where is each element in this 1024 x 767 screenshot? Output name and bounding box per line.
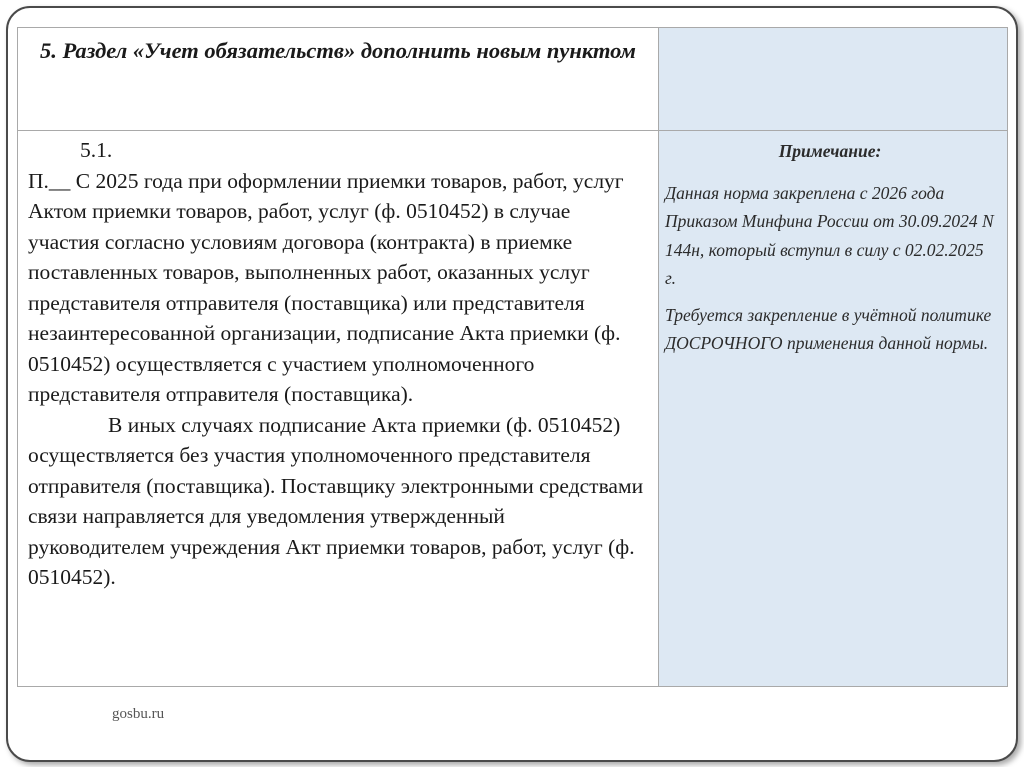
note-title: Примечание: bbox=[778, 141, 882, 161]
footer-source: gosbu.ru bbox=[112, 706, 165, 722]
document-table bbox=[17, 27, 1008, 687]
clause-text-cell bbox=[18, 131, 659, 687]
clause-paragraph-2: В иных случаях подписание Акта приемки (ф. 0510452) осуществляется без участия уполномоченного представителя отправителя (поставщика). Поставщику электронными средствами связи направляется для уведомления утвержденный руководителем учреждения Акт приемки товаров, работ, услуг (ф. 0510452). bbox=[28, 412, 644, 589]
table-header-row bbox=[18, 28, 1008, 131]
clause-text bbox=[28, 135, 646, 593]
table-body-row bbox=[18, 131, 1008, 687]
header-note-cell bbox=[659, 28, 1008, 131]
section-heading: 5. Раздел «Учет обязательств» дополнить новым пунктом bbox=[40, 38, 636, 63]
note-paragraph-1: Данная норма закреплена с 2026 года Приказом Минфина России от 30.09.2024 N 144н, который вступил в силу с 02.02.2025 г. bbox=[665, 182, 994, 288]
clause-paragraph-1: П.__ С 2025 года при оформлении приемки товаров, работ, услуг Актом приемки товаров, работ, услуг (ф. 0510452) в случае участия согласно условиям договора (контракта) в приемке поставленных товаров, выполненных работ, оказанных услуг представителя отправителя (поставщика) или представителя незаинтересованной организации, подписание Акта приемки (ф. 0510452) осуществляется с участием уполномоченного представителя отправителя (поставщика). bbox=[28, 168, 624, 406]
note-paragraph-2: Требуется закрепление в учётной политике ДОСРОЧНОГО применения данной нормы. bbox=[665, 304, 992, 353]
clause-number: 5.1. bbox=[80, 138, 113, 162]
note-block bbox=[665, 137, 995, 358]
note-cell bbox=[659, 131, 1008, 687]
section-heading-cell bbox=[18, 28, 659, 131]
